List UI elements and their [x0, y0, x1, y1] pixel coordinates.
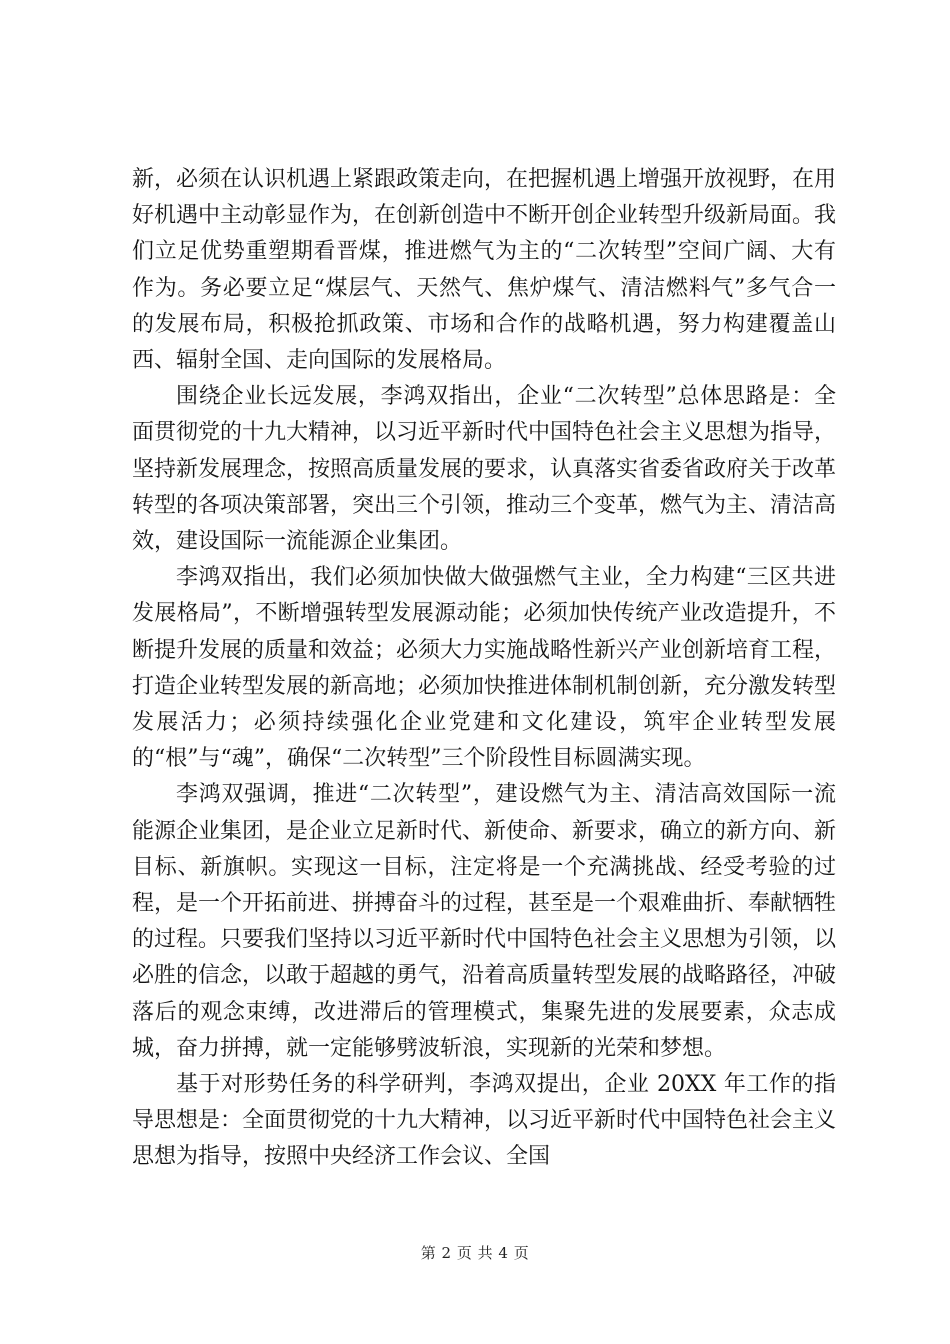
paragraph-4: 李鸿双强调，推进“二次转型”，建设燃气为主、清洁高效国际一流能源企业集团，是企业立足新时代、新使命、新要求，确立的新方向、新目标、新旗帜。实现这一目标，注定将是一个充满挑战、经受考验的过程，是一个开拓前进、拼搏奋斗的过程，甚至是一个艰难曲折、奉献牺牲的过程。只要我们坚持以习近平新时代中国特色社会主义思想为引领，以必胜的信念，以敢于超越的勇气，沿着高质量转型发展的战略路径，冲破落后的观念束缚，改进滞后的管理模式，集聚先进的发展要素，众志成城，奋力拼搏，就一定能够劈波斩浪，实现新的光荣和梦想。 [132, 782, 837, 1061]
paragraph-3: 李鸿双指出，我们必须加快做大做强燃气主业，全力构建“三区共进发展格局”，不断增强转型发展源动能；必须加快传统产业改造提升，不断提升发展的质量和效益；必须大力实施战略性新兴产业创新培育工程，打造企业转型发展的新高地；必须加快推进体制机制创新，充分激发转型发展活力；必须持续强化企业党建和文化建设，筑牢企业转型发展的“根”与“魂”，确保“二次转型”三个阶段性目标圆满实现。 [132, 565, 837, 772]
paragraph-2: 围绕企业长远发展，李鸿双指出，企业“二次转型”总体思路是：全面贯彻党的十九大精神，以习近平新时代中国特色社会主义思想为指导，坚持新发展理念，按照高质量发展的要求，认真落实省委省政府关于改革转型的各项决策部署，突出三个引领，推动三个变革，燃气为主、清洁高效，建设国际一流能源企业集团。 [132, 384, 837, 555]
body-text [132, 162, 836, 1176]
page-number-footer: 第 2 页 共 4 页 [420, 1244, 530, 1262]
paragraph-5: 基于对形势任务的科学研判，李鸿双提出，企业 20XX 年工作的指导思想是：全面贯彻党的十九大精神，以习近平新时代中国特色社会主义思想为指导，按照中央经济工作会议、全国 [132, 1072, 837, 1170]
paragraph-1: 新，必须在认识机遇上紧跟政策走向，在把握机遇上增强开放视野，在用好机遇中主动彰显作为，在创新创造中不断开创企业转型升级新局面。我们立足优势重塑期看晋煤，推进燃气为主的“二次转型”空间广阔、大有作为。务必要立足“煤层气、天然气、焦炉煤气、清洁燃料气”多气合一的发展布局，积极抢抓政策、市场和合作的战略机遇，努力构建覆盖山西、辐射全国、走向国际的发展格局。 [132, 167, 837, 374]
